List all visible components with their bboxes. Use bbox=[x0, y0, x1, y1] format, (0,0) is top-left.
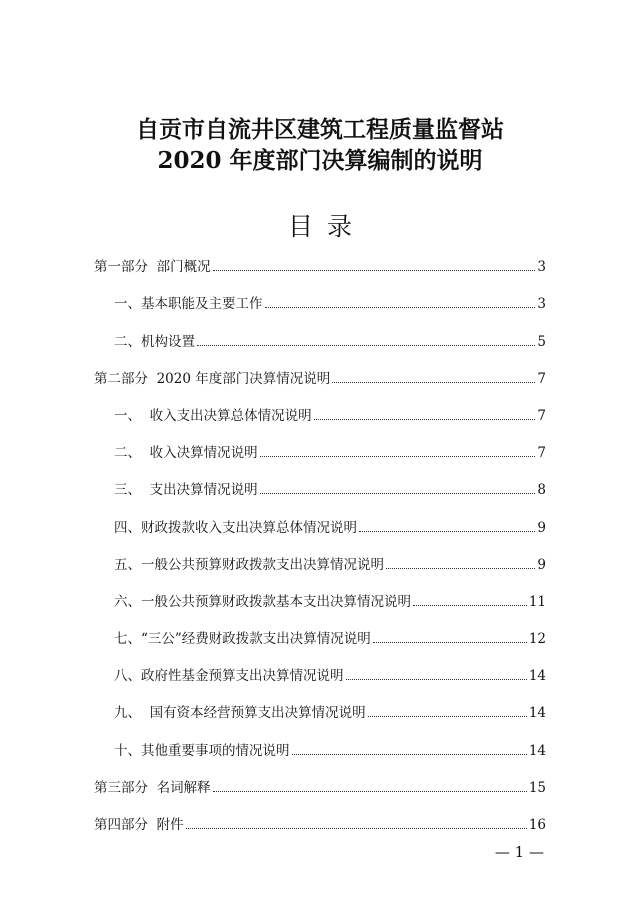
toc-entry-2-3[interactable] bbox=[94, 475, 546, 512]
toc-entry-1-2[interactable] bbox=[94, 326, 546, 363]
toc-entry-page: 7 bbox=[537, 370, 546, 387]
toc-entry-label: 三、 支出决算情况说明 bbox=[114, 482, 258, 499]
toc-entry-label: 第四部分 附件 bbox=[94, 817, 184, 833]
toc-entry-2-2[interactable] bbox=[94, 438, 546, 475]
page-number: — 1 — bbox=[494, 843, 544, 861]
toc-entry-page: 3 bbox=[537, 259, 546, 276]
toc-leader-dots bbox=[213, 270, 536, 271]
toc-entry-page: 14 bbox=[528, 705, 546, 722]
toc-entry-label: 五、一般公共预算财政拨款支出决算情况说明 bbox=[114, 556, 384, 573]
toc-entry-2-5[interactable] bbox=[94, 550, 546, 587]
toc-entry-2-4[interactable] bbox=[94, 512, 546, 549]
toc-entry-2-9[interactable] bbox=[94, 698, 546, 735]
toc-entry-part2[interactable] bbox=[94, 364, 546, 401]
toc-entry-page: 14 bbox=[528, 668, 546, 685]
toc-entry-page: 9 bbox=[537, 519, 546, 536]
toc-entry-label: 六、一般公共预算财政拨款基本支出决算情况说明 bbox=[114, 593, 411, 610]
toc-entry-2-1[interactable] bbox=[94, 401, 546, 438]
toc-leader-dots bbox=[386, 568, 535, 569]
toc-leader-dots bbox=[260, 493, 536, 494]
toc-entry-1-1[interactable] bbox=[94, 289, 546, 326]
toc-leader-dots bbox=[413, 605, 527, 606]
toc-leader-dots bbox=[186, 828, 527, 829]
toc-entry-label: 八、政府性基金预算支出决算情况说明 bbox=[114, 668, 344, 685]
toc-entry-label: 一、 收入支出决算总体情况说明 bbox=[114, 407, 312, 424]
toc-leader-dots bbox=[373, 642, 527, 643]
toc-entry-part4[interactable] bbox=[94, 810, 546, 847]
toc-leader-dots bbox=[213, 791, 527, 792]
toc-entry-label: 二、 收入决算情况说明 bbox=[114, 445, 258, 462]
toc-entry-page: 5 bbox=[537, 333, 546, 350]
toc-entry-page: 8 bbox=[537, 482, 546, 499]
toc-entry-2-6[interactable] bbox=[94, 587, 546, 624]
toc-entry-part1[interactable] bbox=[94, 252, 546, 289]
toc-leader-dots bbox=[265, 307, 536, 308]
toc-entry-label: 九、 国有资本经营预算支出决算情况说明 bbox=[114, 705, 366, 722]
toc-entry-label: 七、“三公”经费财政拨款支出决算情况说明 bbox=[114, 631, 371, 648]
toc-entry-page: 7 bbox=[537, 407, 546, 424]
document-title-line1: 自贡市自流井区建筑工程质量监督站 bbox=[136, 116, 504, 143]
toc-entry-page: 11 bbox=[528, 593, 546, 610]
toc-entry-label: 四、财政拨款收入支出决算总体情况说明 bbox=[114, 519, 357, 536]
toc-entry-part3[interactable] bbox=[94, 773, 546, 810]
toc-entry-page: 7 bbox=[537, 445, 546, 462]
toc-entry-label: 第三部分 名词解释 bbox=[94, 779, 211, 796]
toc-entry-label: 第一部分 部门概况 bbox=[94, 259, 211, 276]
toc-entry-page: 16 bbox=[528, 817, 546, 833]
document-title-line2: 2020 年度部门决算编制的说明 bbox=[157, 147, 483, 174]
toc-leader-dots bbox=[314, 419, 536, 420]
toc-entry-label: 一、基本职能及主要工作 bbox=[114, 296, 263, 313]
toc-entry-page: 12 bbox=[528, 631, 546, 648]
toc-entry-2-7[interactable] bbox=[94, 624, 546, 661]
toc-leader-dots bbox=[197, 345, 535, 346]
toc-entry-2-8[interactable] bbox=[94, 661, 546, 698]
toc-leader-dots bbox=[368, 716, 527, 717]
toc-entry-page: 15 bbox=[528, 779, 546, 796]
toc-leader-dots bbox=[260, 456, 536, 457]
table-of-contents bbox=[94, 252, 546, 847]
toc-entry-label: 第二部分 2020 年度部门决算情况说明 bbox=[94, 370, 331, 387]
toc-heading: 目录 bbox=[287, 212, 366, 241]
toc-entry-2-10[interactable] bbox=[94, 735, 546, 772]
toc-leader-dots bbox=[292, 754, 527, 755]
toc-entry-label: 十、其他重要事项的情况说明 bbox=[114, 742, 290, 759]
toc-leader-dots bbox=[332, 382, 535, 383]
toc-entry-page: 3 bbox=[537, 296, 546, 313]
toc-entry-page: 9 bbox=[537, 556, 546, 573]
toc-leader-dots bbox=[359, 531, 535, 532]
toc-entry-label: 二、机构设置 bbox=[114, 333, 195, 350]
toc-leader-dots bbox=[346, 679, 527, 680]
toc-entry-page: 14 bbox=[528, 742, 546, 759]
